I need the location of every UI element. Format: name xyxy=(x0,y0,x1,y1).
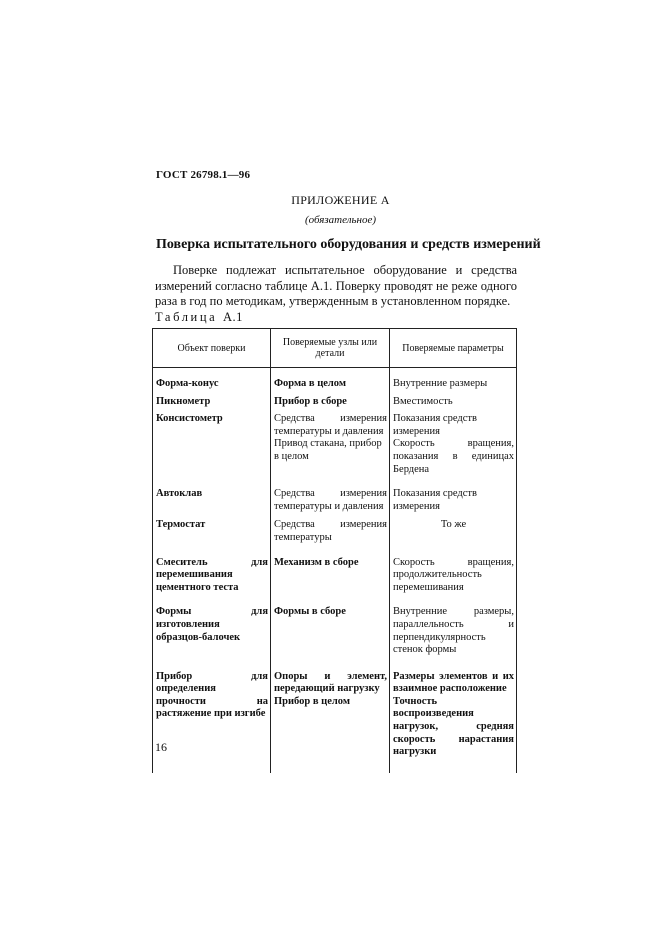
cell-object: Форма-конус xyxy=(153,368,271,391)
cell-params xyxy=(390,408,517,476)
cell-parts: Форма в целом xyxy=(271,368,390,391)
header-object: Объект поверки xyxy=(153,329,271,368)
cell-params: Показания средств измерения xyxy=(390,476,517,513)
cell-parts xyxy=(271,408,390,476)
cell-parts xyxy=(271,476,390,513)
cell-parts: Механизм в сборе xyxy=(271,545,390,595)
appendix-title: ПРИЛОЖЕНИЕ А xyxy=(291,193,390,207)
cell-object: Консистометр xyxy=(153,408,271,476)
cell-object: Термостат xyxy=(153,513,271,544)
cell-params-line: Показания средств измерения xyxy=(393,413,477,437)
intro-paragraph xyxy=(155,263,517,310)
page-number: 16 xyxy=(155,740,167,754)
intro-text: Поверке подлежат испытательное оборудование и средства измерений согласно таблице А.1. Поверку проводят не реже одного раза в год по методикам, утвержденным в установленном порядке. xyxy=(155,263,517,309)
cell-parts-line: Опоры и элемент, передающий нагрузку xyxy=(274,670,387,695)
cell-parts: Формы в сборе xyxy=(271,594,390,656)
cell-parts-line: Средства измерения температуры и давления xyxy=(274,488,387,512)
appendix-status: (обязательное) xyxy=(304,214,377,226)
document-code: ГОСТ 26798.1—96 xyxy=(156,169,251,181)
cell-object xyxy=(153,545,271,595)
table-row xyxy=(153,594,517,656)
cell-params xyxy=(390,545,517,595)
cell-parts-extra: Прибор в целом xyxy=(274,695,350,707)
calibration-table xyxy=(152,328,517,773)
cell-parts: Прибор в сборе xyxy=(271,391,390,409)
table-row xyxy=(153,545,517,595)
table-row xyxy=(153,476,517,513)
cell-params: Внутренние размеры xyxy=(390,368,517,391)
header-params: Поверяемые параметры xyxy=(390,329,517,368)
table-label-word: Таблица xyxy=(155,310,218,324)
cell-parts-line: Средства измерения температуры xyxy=(274,519,387,543)
cell-parts-extra: Привод стакана, прибор в целом xyxy=(274,438,382,462)
cell-params xyxy=(390,594,517,656)
cell-object: Автоклав xyxy=(153,476,271,513)
cell-params: То же xyxy=(390,513,517,544)
table-row xyxy=(153,657,517,773)
section-heading: Поверка испытательного оборудования и средств измерений xyxy=(156,237,541,252)
cell-params-line: Скорость вращения, продолжительность перемешивания xyxy=(393,556,514,593)
cell-object-line: Прибор для определения прочности на растяжение при изгибе xyxy=(156,670,268,720)
table-row xyxy=(153,391,517,409)
table-label-number: А.1 xyxy=(223,310,243,324)
cell-object-line: Смеситель для перемешивания цементного теста xyxy=(156,556,268,593)
cell-object-line: Формы для изготовления образцов-балочек xyxy=(156,606,268,643)
table-row xyxy=(153,513,517,544)
cell-params-line: Размеры элементов и их взаимное расположение xyxy=(393,670,514,695)
table-header-row xyxy=(153,329,517,368)
cell-params-extra: Точность воспроизведения нагрузок, средняя скорость нарастания нагрузки xyxy=(393,695,514,758)
cell-params: Вместимость xyxy=(390,391,517,409)
cell-object xyxy=(153,594,271,656)
table-row xyxy=(153,368,517,391)
cell-object xyxy=(153,657,271,773)
cell-object: Пикнометр xyxy=(153,391,271,409)
table-row xyxy=(153,408,517,476)
header-parts: Поверяемые узлы или детали xyxy=(271,329,390,368)
cell-parts xyxy=(271,513,390,544)
cell-params xyxy=(390,657,517,773)
table-label xyxy=(155,310,243,325)
cell-parts xyxy=(271,657,390,773)
cell-params-line: Внутренние размеры, параллельность и перпендикулярность стенок формы xyxy=(393,606,514,656)
cell-parts-line: Средства измерения температуры и давления xyxy=(274,413,387,437)
cell-params-extra: Скорость вращения, показания в единицах Бердена xyxy=(393,438,514,475)
